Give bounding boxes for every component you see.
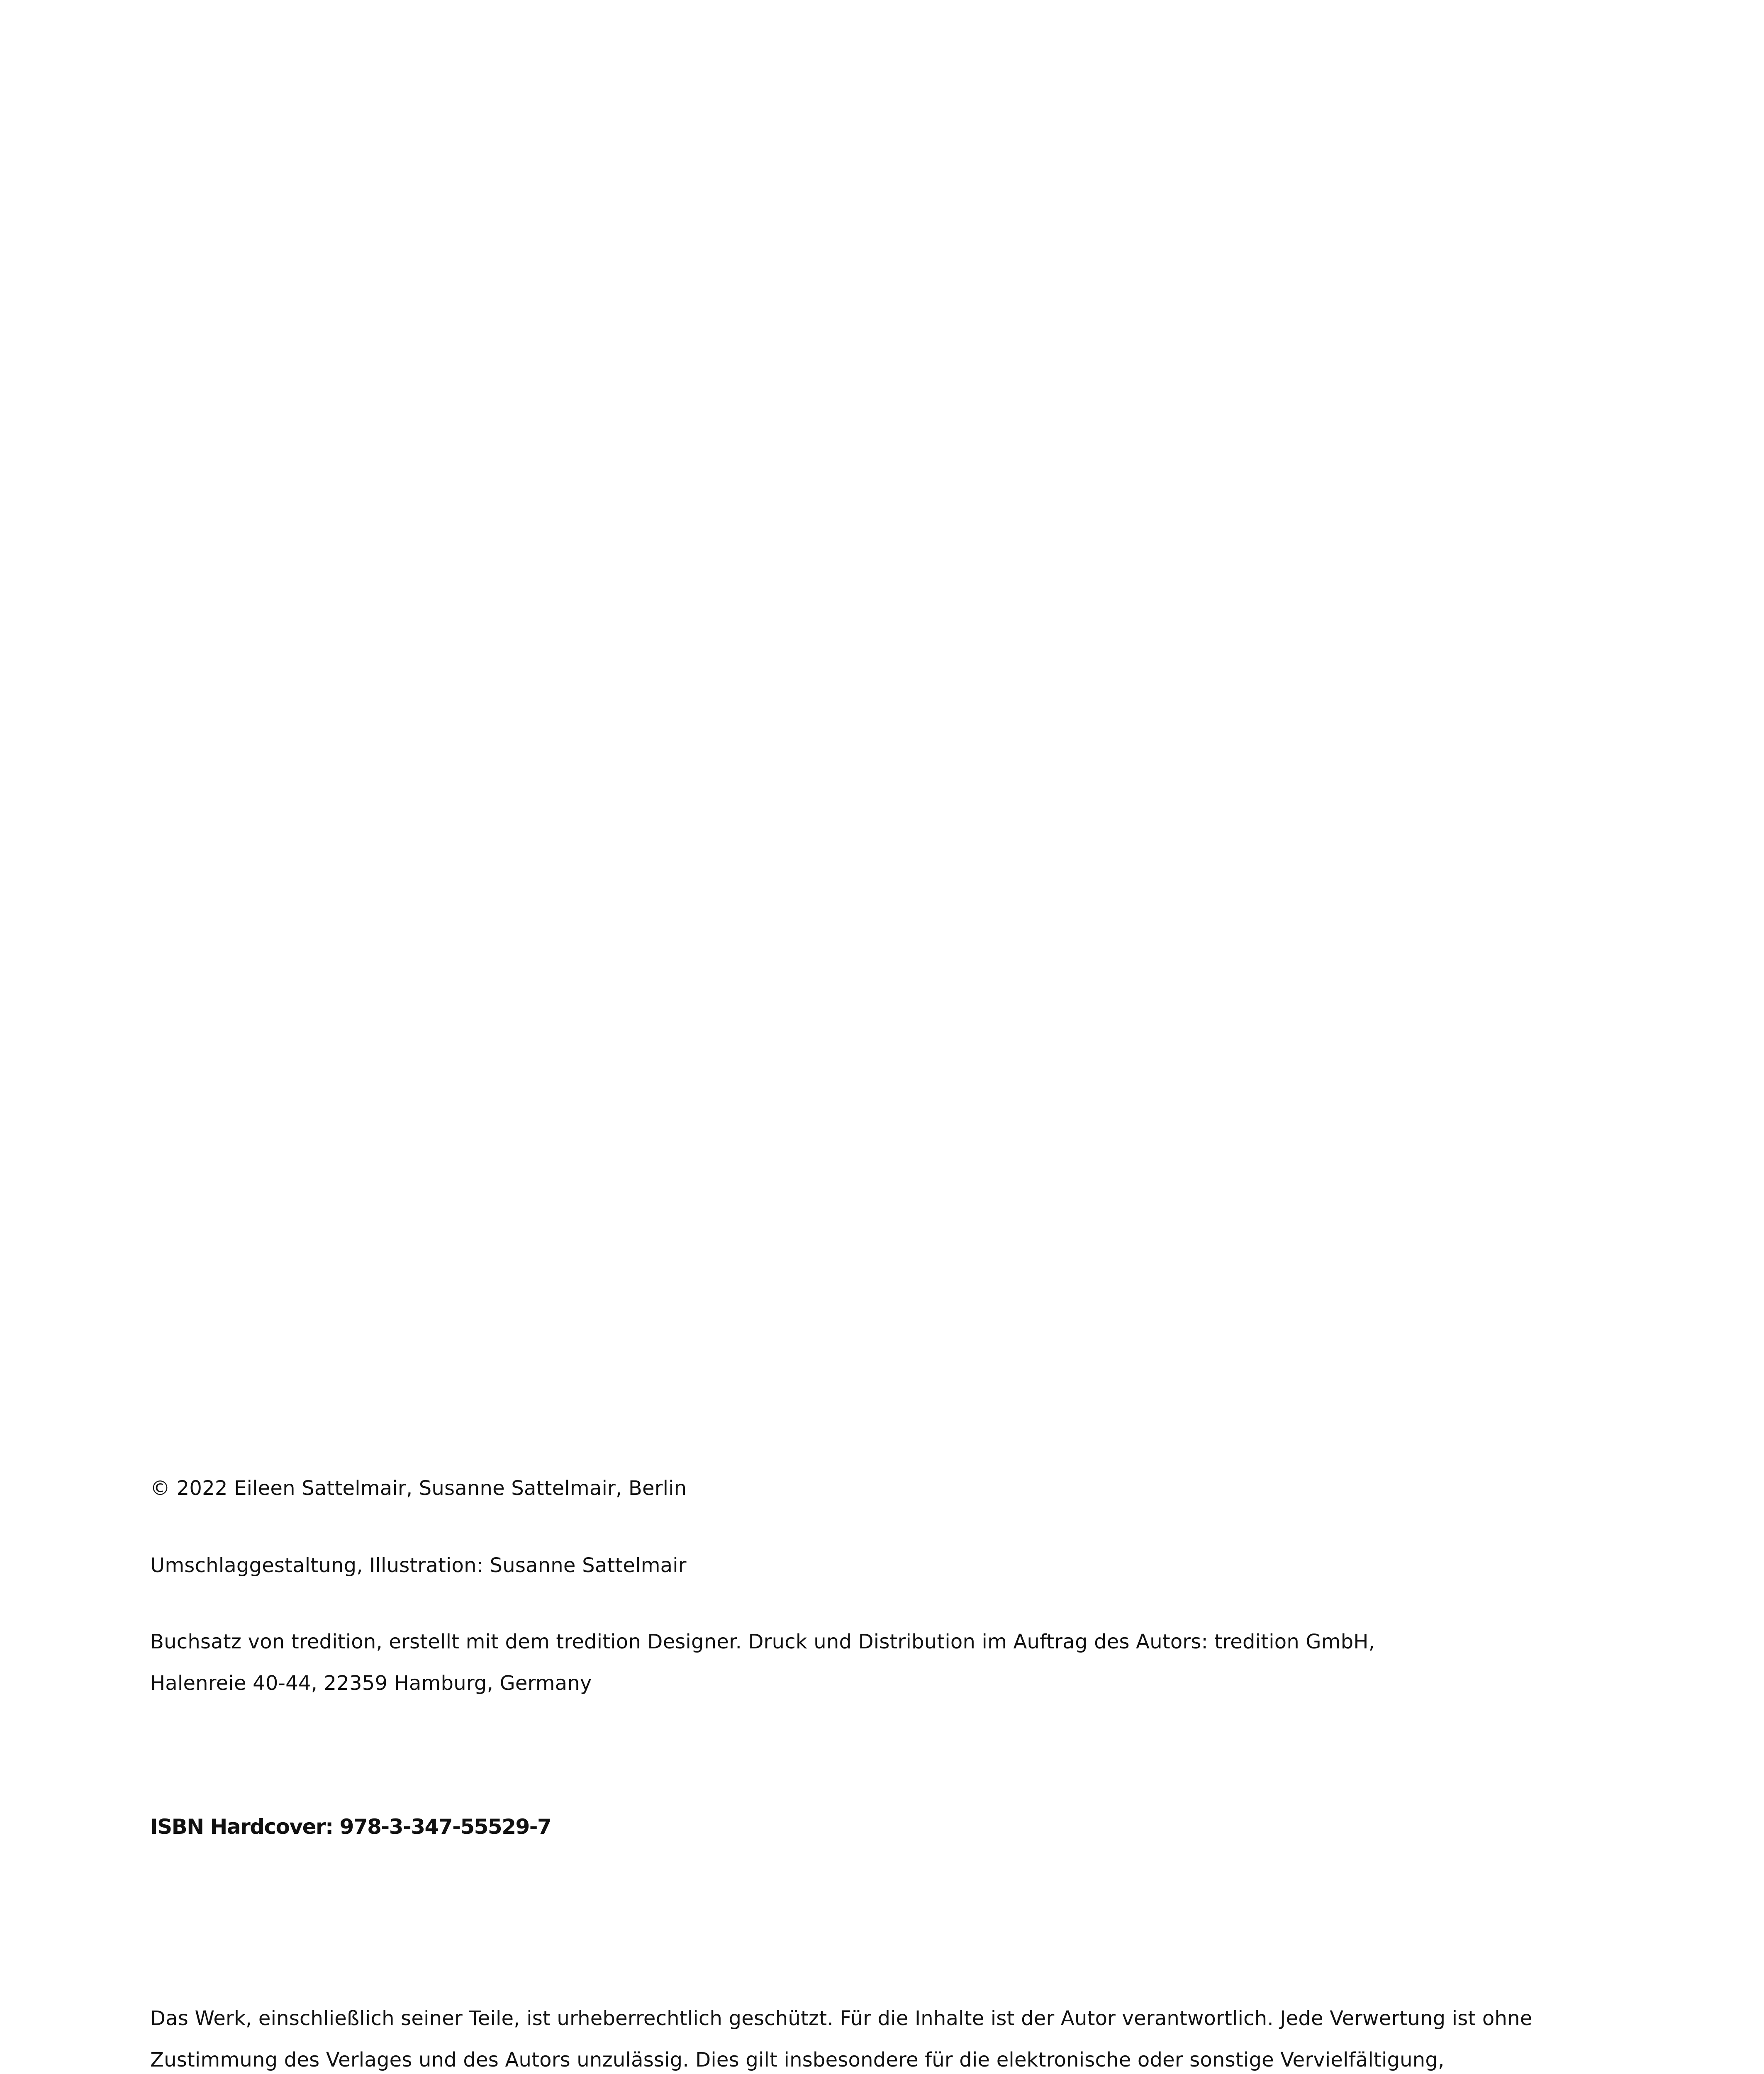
copyright-text: © 2022 Eileen Sattelmair, Susanne Sattelmair, Berlin — [150, 1477, 687, 1500]
cover-credit — [150, 1545, 1519, 1586]
typesetting-line: Buchsatz von tredition, erstellt mit dem tredition Designer. Druck und Distribution im Auftrag des Autors: tredition GmbH, — [150, 1630, 1375, 1653]
copyright-notice — [150, 1468, 1519, 1509]
typesetting-info — [150, 1621, 1519, 1704]
legal-notice — [150, 1998, 1544, 2074]
isbn-text: ISBN Hardcover: 978-3-347-55529-7 — [150, 1815, 551, 1839]
legal-line: Zustimmung des Verlages und des Autors unzulässig. Dies gilt insbesondere für die elektronische oder sonstige Vervielfältigung, — [150, 2048, 1445, 2072]
legal-line: Das Werk, einschließlich seiner Teile, ist urheberrechtlich geschützt. Für die Inhalte ist der Autor verantwortlich. Jede Verwertung ist ohne — [150, 2007, 1533, 2030]
isbn — [150, 1806, 1519, 1848]
cover-credit-text: Umschlaggestaltung, Illustration: Susanne Sattelmair — [150, 1554, 687, 1577]
typesetting-line: Halenreie 40-44, 22359 Hamburg, Germany — [150, 1672, 592, 1695]
